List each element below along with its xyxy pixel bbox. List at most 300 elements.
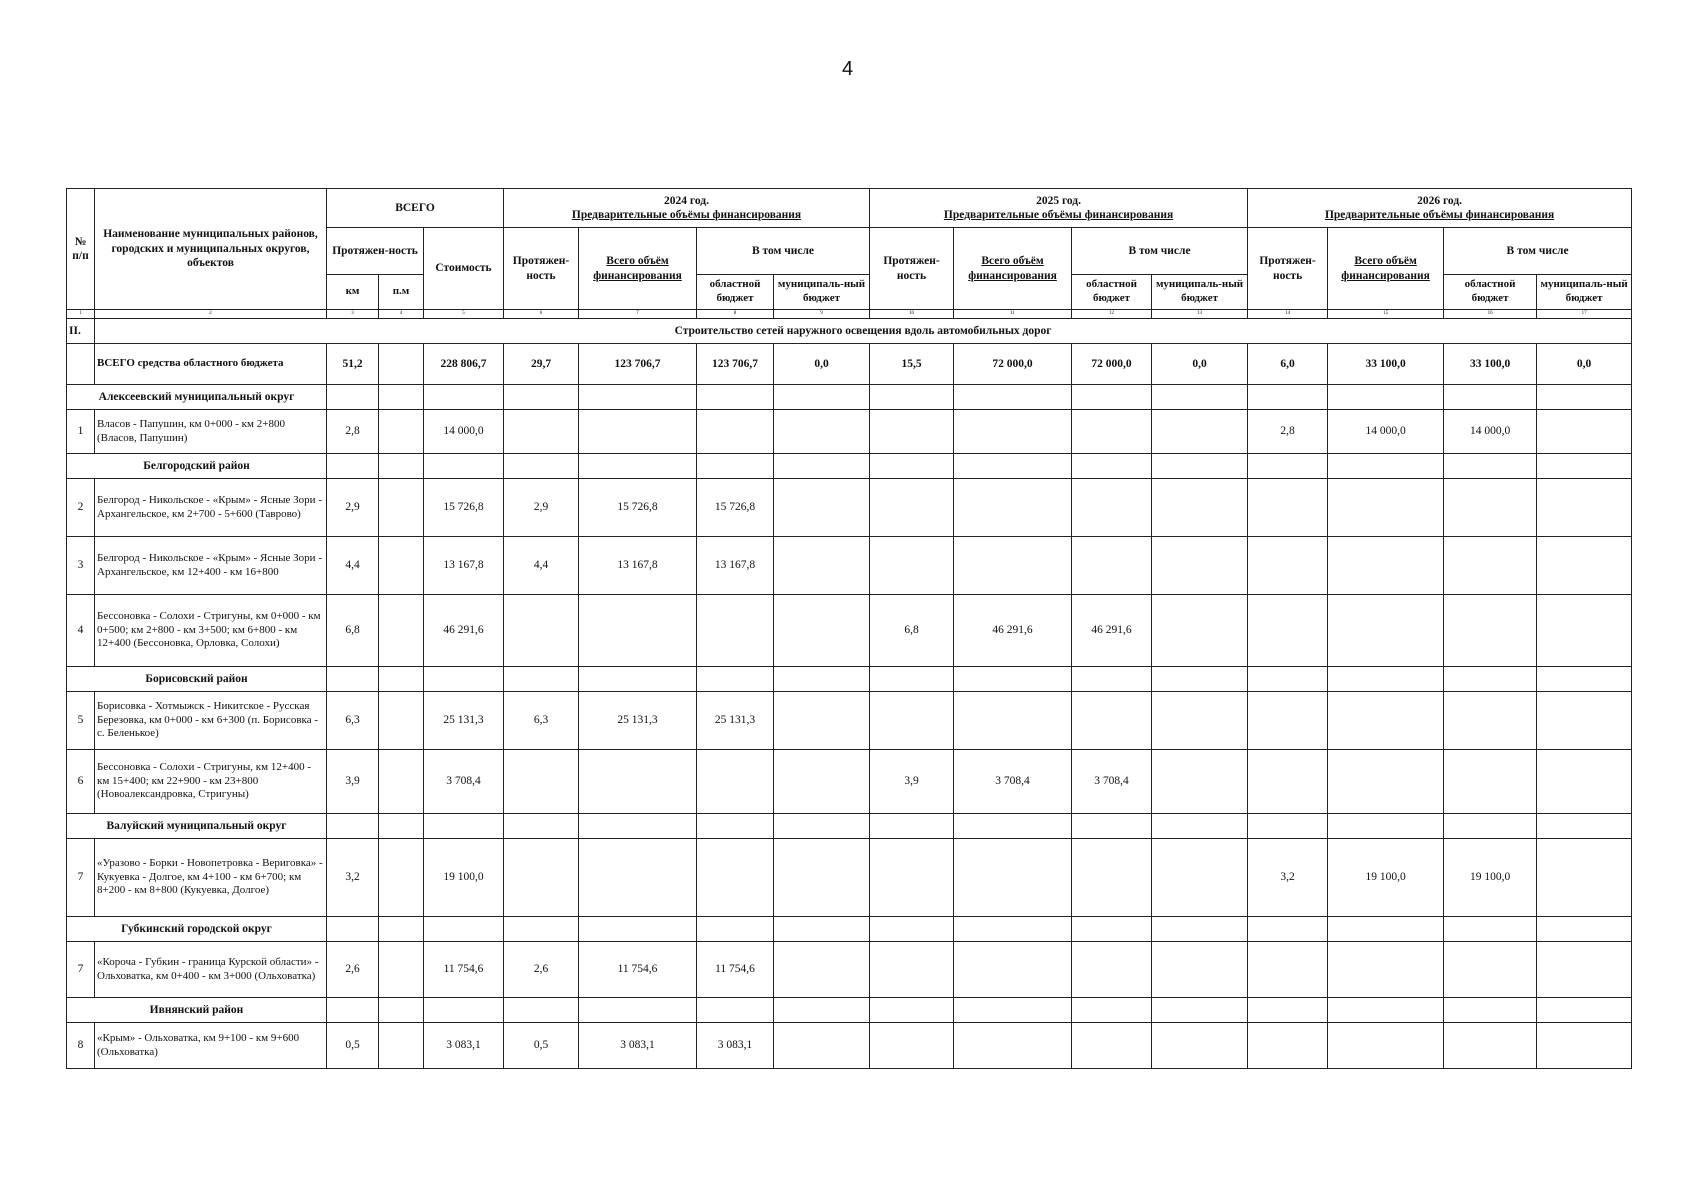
value-cell: 2,6 — [504, 942, 579, 998]
value-cell — [1328, 1023, 1444, 1069]
value-cell — [1152, 750, 1248, 814]
value-cell — [1248, 1023, 1328, 1069]
value-cell: 11 754,6 — [697, 942, 774, 998]
value-cell: 25 131,3 — [697, 692, 774, 750]
row-number: 8 — [67, 1023, 95, 1069]
group-row-cell — [1537, 667, 1632, 692]
group-row-cell — [954, 385, 1072, 410]
group-row-cell — [1444, 998, 1537, 1023]
value-cell — [1152, 942, 1248, 998]
object-name: Бессоновка - Солохи - Стригуны, км 12+400 - км 15+400; км 22+900 - км 23+800 (Новоалександровка, Стригуны) — [95, 750, 327, 814]
group-row — [67, 998, 1632, 1023]
value-cell — [697, 595, 774, 667]
group-row-cell — [379, 998, 424, 1023]
value-cell: 15 726,8 — [697, 479, 774, 537]
group-row-cell — [379, 667, 424, 692]
value-cell — [1072, 479, 1152, 537]
header-2026 — [1248, 189, 1632, 228]
table-row — [67, 479, 1632, 537]
object-name: «Уразово - Борки - Новопетровка - Вериговка» - Кукуевка - Долгое, км 4+100 - км 6+700; км 8+200 - км 8+800 (Кукуевка, Долгое) — [95, 839, 327, 917]
object-name: Белгород - Никольское - «Крым» - Ясные Зори - Архангельское, км 12+400 - км 16+800 — [95, 537, 327, 595]
group-row-cell — [1152, 454, 1248, 479]
value-cell — [1248, 942, 1328, 998]
value-cell — [774, 595, 870, 667]
header-2024-regional: областной бюджет — [697, 275, 774, 310]
row-number: 1 — [67, 410, 95, 454]
total-row-cell — [379, 344, 424, 385]
group-row-cell — [1248, 917, 1328, 942]
total-row-cell: 123 706,7 — [697, 344, 774, 385]
value-cell: 0,5 — [504, 1023, 579, 1069]
value-cell — [774, 750, 870, 814]
total-row-label: ВСЕГО средства областного бюджета — [95, 344, 327, 385]
header-2026-regional: областной бюджет — [1444, 275, 1537, 310]
value-cell: 3,9 — [870, 750, 954, 814]
column-number: 4 — [379, 310, 424, 319]
value-cell — [774, 692, 870, 750]
group-row-cell — [954, 814, 1072, 839]
group-row-cell — [1537, 385, 1632, 410]
header-total: ВСЕГО — [327, 189, 504, 228]
value-cell: 2,8 — [327, 410, 379, 454]
group-row-cell — [1444, 667, 1537, 692]
header-2025-including: В том числе — [1072, 228, 1248, 275]
group-row-cell — [774, 917, 870, 942]
value-cell: 3,2 — [1248, 839, 1328, 917]
total-row-cell: 33 100,0 — [1328, 344, 1444, 385]
value-cell — [1248, 692, 1328, 750]
value-cell — [1537, 1023, 1632, 1069]
value-cell — [1152, 1023, 1248, 1069]
group-row-cell — [504, 814, 579, 839]
value-cell: 4,4 — [504, 537, 579, 595]
group-row-cell — [1328, 814, 1444, 839]
header-2024 — [504, 189, 870, 228]
value-cell — [697, 839, 774, 917]
row-number: 5 — [67, 692, 95, 750]
group-row-cell — [579, 385, 697, 410]
header-2025 — [870, 189, 1248, 228]
group-row-cell — [697, 917, 774, 942]
value-cell: 6,3 — [327, 692, 379, 750]
group-row-cell — [1152, 998, 1248, 1023]
table-row — [67, 750, 1632, 814]
value-cell — [1328, 750, 1444, 814]
column-number: 7 — [579, 310, 697, 319]
group-row-cell — [1152, 917, 1248, 942]
group-row-cell — [579, 454, 697, 479]
column-number: 5 — [424, 310, 504, 319]
group-name: Алексеевский муниципальный округ — [67, 385, 327, 410]
row-number: 2 — [67, 479, 95, 537]
column-number: 14 — [1248, 310, 1328, 319]
value-cell — [1152, 479, 1248, 537]
value-cell — [1072, 537, 1152, 595]
table-row — [67, 839, 1632, 917]
value-cell: 15 726,8 — [579, 479, 697, 537]
group-row-cell — [870, 454, 954, 479]
table-row — [67, 1023, 1632, 1069]
header-2026-including: В том числе — [1444, 228, 1632, 275]
total-row-cell: 72 000,0 — [954, 344, 1072, 385]
value-cell: 25 131,3 — [424, 692, 504, 750]
value-cell — [1248, 595, 1328, 667]
header-total-length: Протяжен-ность — [327, 228, 424, 275]
value-cell — [504, 410, 579, 454]
group-row-cell — [870, 814, 954, 839]
row-number: 4 — [67, 595, 95, 667]
group-row-cell — [1072, 814, 1152, 839]
value-cell — [1537, 410, 1632, 454]
group-row-cell — [1444, 385, 1537, 410]
group-row-cell — [1072, 454, 1152, 479]
value-cell: 14 000,0 — [1328, 410, 1444, 454]
group-row-cell — [774, 998, 870, 1023]
group-row-cell — [327, 814, 379, 839]
column-number: 17 — [1537, 310, 1632, 319]
value-cell — [579, 839, 697, 917]
header-total-cost: Стоимость — [424, 228, 504, 310]
row-number: 6 — [67, 750, 95, 814]
group-row-cell — [327, 667, 379, 692]
group-row-cell — [870, 998, 954, 1023]
header-2026-prelim: Предварительные объёмы финансирования — [1324, 209, 1555, 221]
value-cell — [870, 537, 954, 595]
object-name: Белгород - Никольское - «Крым» - Ясные Зори - Архангельское, км 2+700 - 5+600 (Таврово) — [95, 479, 327, 537]
total-row-cell: 123 706,7 — [579, 344, 697, 385]
value-cell: 6,8 — [327, 595, 379, 667]
funding-table — [66, 188, 1632, 1069]
group-row-cell — [870, 385, 954, 410]
header-km: км — [327, 275, 379, 310]
group-row-cell — [774, 667, 870, 692]
total-row-cell: 33 100,0 — [1444, 344, 1537, 385]
value-cell: 0,5 — [327, 1023, 379, 1069]
value-cell — [1248, 537, 1328, 595]
value-cell — [379, 839, 424, 917]
header-2025-funding: Всего объём финансирования — [954, 228, 1072, 310]
header-2026-funding: Всего объём финансирования — [1328, 228, 1444, 310]
value-cell: 3 083,1 — [697, 1023, 774, 1069]
group-row-cell — [504, 998, 579, 1023]
value-cell: 19 100,0 — [1444, 839, 1537, 917]
total-row-cell: 51,2 — [327, 344, 379, 385]
value-cell — [1444, 479, 1537, 537]
group-row — [67, 667, 1632, 692]
group-row-cell — [504, 385, 579, 410]
value-cell: 15 726,8 — [424, 479, 504, 537]
value-cell — [1537, 537, 1632, 595]
group-row-cell — [579, 814, 697, 839]
value-cell — [774, 942, 870, 998]
group-row-cell — [1248, 667, 1328, 692]
total-row-cell: 15,5 — [870, 344, 954, 385]
value-cell — [379, 692, 424, 750]
value-cell — [954, 692, 1072, 750]
group-row-cell — [424, 454, 504, 479]
group-row-cell — [1152, 814, 1248, 839]
value-cell: 2,8 — [1248, 410, 1328, 454]
column-number: 11 — [954, 310, 1072, 319]
group-row-cell — [697, 454, 774, 479]
value-cell — [774, 479, 870, 537]
group-row-cell — [424, 998, 504, 1023]
header-2024-municipal: муниципаль-ный бюджет — [774, 275, 870, 310]
column-number: 10 — [870, 310, 954, 319]
value-cell — [379, 942, 424, 998]
group-row-cell — [424, 917, 504, 942]
header-2024-year: 2024 год. — [664, 194, 709, 207]
row-number: 3 — [67, 537, 95, 595]
group-row-cell — [379, 454, 424, 479]
value-cell — [1248, 750, 1328, 814]
value-cell: 11 754,6 — [579, 942, 697, 998]
group-row-cell — [1328, 667, 1444, 692]
value-cell — [1072, 839, 1152, 917]
value-cell — [1248, 479, 1328, 537]
value-cell: 13 167,8 — [424, 537, 504, 595]
value-cell: 3 708,4 — [1072, 750, 1152, 814]
value-cell — [1152, 839, 1248, 917]
group-row-cell — [697, 814, 774, 839]
value-cell: 2,6 — [327, 942, 379, 998]
value-cell — [870, 410, 954, 454]
value-cell — [1152, 595, 1248, 667]
value-cell — [954, 537, 1072, 595]
header-2025-regional: областной бюджет — [1072, 275, 1152, 310]
header-2026-length: Протяжен-ность — [1248, 228, 1328, 310]
total-row — [67, 344, 1632, 385]
table-row — [67, 942, 1632, 998]
group-row-cell — [954, 998, 1072, 1023]
group-row-cell — [1328, 454, 1444, 479]
header-2026-municipal: муниципаль-ный бюджет — [1537, 275, 1632, 310]
header-2025-year: 2025 год. — [1036, 194, 1081, 207]
object-name: «Короча - Губкин - граница Курской области» - Ольховатка, км 0+400 - км 3+000 (Ольховатка) — [95, 942, 327, 998]
group-row-cell — [1537, 917, 1632, 942]
column-number: 16 — [1444, 310, 1537, 319]
value-cell — [1537, 942, 1632, 998]
value-cell — [1328, 595, 1444, 667]
value-cell: 3 083,1 — [424, 1023, 504, 1069]
group-row-cell — [1152, 385, 1248, 410]
group-row-cell — [379, 385, 424, 410]
object-name: Борисовка - Хотмыжск - Никитское - Русская Березовка, км 0+000 - км 6+300 (п. Борисовка - с. Беленькое) — [95, 692, 327, 750]
value-cell: 2,9 — [327, 479, 379, 537]
group-row-cell — [327, 454, 379, 479]
group-row-cell — [1444, 454, 1537, 479]
group-row-cell — [774, 454, 870, 479]
group-row-cell — [379, 917, 424, 942]
column-number: 13 — [1152, 310, 1248, 319]
group-row-cell — [697, 667, 774, 692]
group-row-cell — [1444, 917, 1537, 942]
page-number: 4 — [841, 58, 854, 80]
value-cell — [1328, 479, 1444, 537]
table-row — [67, 692, 1632, 750]
group-row-cell — [504, 454, 579, 479]
value-cell — [697, 410, 774, 454]
header-2025-prelim: Предварительные объёмы финансирования — [943, 209, 1174, 221]
table-row — [67, 537, 1632, 595]
group-row — [67, 917, 1632, 942]
value-cell — [379, 1023, 424, 1069]
group-row-cell — [697, 998, 774, 1023]
group-name: Ивнянский район — [67, 998, 327, 1023]
value-cell — [1152, 537, 1248, 595]
value-cell — [379, 479, 424, 537]
value-cell — [954, 479, 1072, 537]
value-cell: 3 708,4 — [424, 750, 504, 814]
value-cell — [504, 750, 579, 814]
column-number: 12 — [1072, 310, 1152, 319]
group-row-cell — [954, 454, 1072, 479]
group-row-cell — [1328, 917, 1444, 942]
column-number: 1 — [67, 310, 95, 319]
value-cell — [1444, 692, 1537, 750]
value-cell — [1072, 942, 1152, 998]
value-cell — [579, 750, 697, 814]
total-row-cell: 6,0 — [1248, 344, 1328, 385]
header-2025-municipal: муниципаль-ный бюджет — [1152, 275, 1248, 310]
value-cell — [954, 942, 1072, 998]
group-row-cell — [327, 917, 379, 942]
value-cell — [870, 692, 954, 750]
section-title: Строительство сетей наружного освещения вдоль автомобильных дорог — [95, 319, 1632, 344]
group-name: Валуйский муниципальный округ — [67, 814, 327, 839]
value-cell: 6,8 — [870, 595, 954, 667]
total-row-cell: 0,0 — [1152, 344, 1248, 385]
value-cell — [1444, 750, 1537, 814]
value-cell: 3 708,4 — [954, 750, 1072, 814]
column-number: 8 — [697, 310, 774, 319]
group-row-cell — [1537, 998, 1632, 1023]
group-row-cell — [1537, 454, 1632, 479]
column-number: 9 — [774, 310, 870, 319]
header-2025-length: Протяжен-ность — [870, 228, 954, 310]
row-number: 7 — [67, 839, 95, 917]
total-row-cell: 29,7 — [504, 344, 579, 385]
value-cell: 4,4 — [327, 537, 379, 595]
value-cell — [1328, 537, 1444, 595]
header-pm: п.м — [379, 275, 424, 310]
group-row-cell — [774, 385, 870, 410]
group-row-cell — [424, 814, 504, 839]
value-cell: 46 291,6 — [954, 595, 1072, 667]
value-cell — [379, 750, 424, 814]
group-row-cell — [504, 917, 579, 942]
group-row-cell — [579, 917, 697, 942]
value-cell: 14 000,0 — [424, 410, 504, 454]
header-2024-including: В том числе — [697, 228, 870, 275]
value-cell — [1444, 1023, 1537, 1069]
value-cell: 2,9 — [504, 479, 579, 537]
group-row-cell — [1072, 998, 1152, 1023]
header-num: № п/п — [67, 189, 95, 310]
value-cell — [1537, 839, 1632, 917]
value-cell — [1537, 692, 1632, 750]
group-row-cell — [1537, 814, 1632, 839]
value-cell: 3,2 — [327, 839, 379, 917]
value-cell — [504, 595, 579, 667]
group-name: Борисовский район — [67, 667, 327, 692]
header-2024-length: Протяжен-ность — [504, 228, 579, 310]
group-row-cell — [774, 814, 870, 839]
value-cell: 13 167,8 — [579, 537, 697, 595]
column-number: 2 — [95, 310, 327, 319]
header-2026-year: 2026 год. — [1417, 194, 1463, 207]
value-cell — [774, 839, 870, 917]
group-row-cell — [1072, 385, 1152, 410]
value-cell: 46 291,6 — [1072, 595, 1152, 667]
group-row-cell — [1444, 814, 1537, 839]
column-number-row — [67, 310, 1632, 319]
column-number: 3 — [327, 310, 379, 319]
total-row-cell: 72 000,0 — [1072, 344, 1152, 385]
value-cell: 19 100,0 — [1328, 839, 1444, 917]
value-cell — [1072, 410, 1152, 454]
group-name: Губкинский городской округ — [67, 917, 327, 942]
value-cell — [774, 410, 870, 454]
total-row-cell: 0,0 — [1537, 344, 1632, 385]
group-row-cell — [424, 385, 504, 410]
value-cell — [1444, 942, 1537, 998]
total-row-cell: 0,0 — [774, 344, 870, 385]
section-number: II. — [67, 319, 95, 344]
value-cell: 19 100,0 — [424, 839, 504, 917]
group-row-cell — [697, 385, 774, 410]
value-cell — [1444, 595, 1537, 667]
group-row-cell — [1248, 385, 1328, 410]
value-cell — [579, 410, 697, 454]
value-cell — [1537, 479, 1632, 537]
value-cell: 11 754,6 — [424, 942, 504, 998]
header-name: Наименование муниципальных районов, городских и муниципальных округов, объектов — [95, 189, 327, 310]
value-cell — [1537, 750, 1632, 814]
total-row-num — [67, 344, 95, 385]
value-cell — [379, 410, 424, 454]
group-row-cell — [1072, 667, 1152, 692]
value-cell — [954, 410, 1072, 454]
header-2024-funding: Всего объём финансирования — [579, 228, 697, 310]
value-cell: 25 131,3 — [579, 692, 697, 750]
value-cell — [870, 479, 954, 537]
value-cell — [774, 1023, 870, 1069]
group-row-cell — [1248, 454, 1328, 479]
group-row-cell — [1328, 385, 1444, 410]
group-row-cell — [579, 667, 697, 692]
group-row-cell — [504, 667, 579, 692]
value-cell: 46 291,6 — [424, 595, 504, 667]
group-row-cell — [379, 814, 424, 839]
group-name: Белгородский район — [67, 454, 327, 479]
object-name: Бессоновка - Солохи - Стригуны, км 0+000 - км 0+500; км 2+800 - км 3+500; км 6+800 - км 12+400 (Бессоновка, Орловка, Солохи) — [95, 595, 327, 667]
column-number: 15 — [1328, 310, 1444, 319]
value-cell: 3 083,1 — [579, 1023, 697, 1069]
header-2024-prelim: Предварительные объёмы финансирования — [571, 209, 802, 221]
group-row-cell — [1072, 917, 1152, 942]
value-cell: 13 167,8 — [697, 537, 774, 595]
value-cell — [1328, 942, 1444, 998]
object-name: Власов - Папушин, км 0+000 - км 2+800 (Власов, Папушин) — [95, 410, 327, 454]
value-cell — [870, 1023, 954, 1069]
value-cell: 3,9 — [327, 750, 379, 814]
value-cell — [870, 839, 954, 917]
group-row-cell — [579, 998, 697, 1023]
table-row — [67, 595, 1632, 667]
group-row-cell — [1152, 667, 1248, 692]
value-cell — [954, 1023, 1072, 1069]
